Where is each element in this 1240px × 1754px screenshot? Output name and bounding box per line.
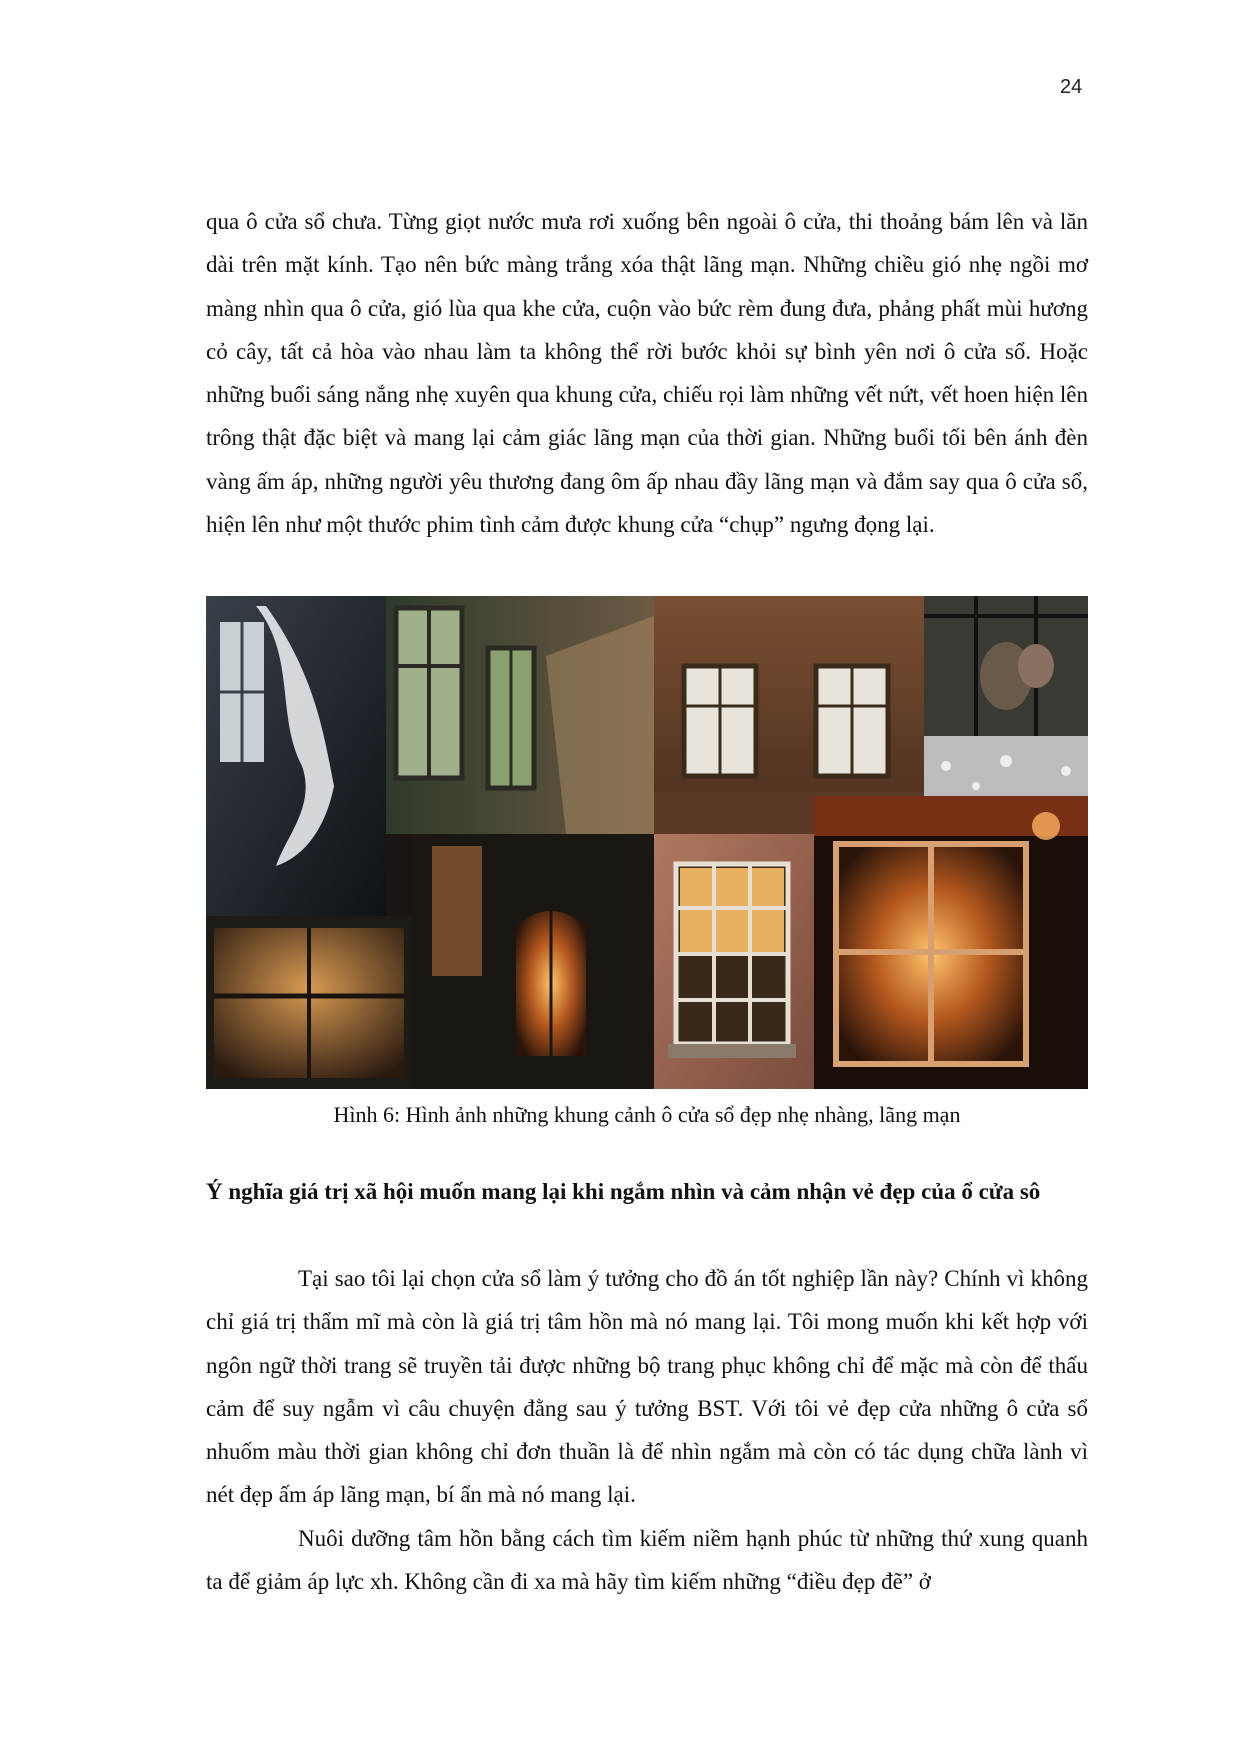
section-heading: Ý nghĩa giá trị xã hội muốn mang lại khi ngắm nhìn và cảm nhận vẻ đẹp của ổ cửa sô <box>206 1179 1041 1204</box>
couple-window-photo <box>924 596 1088 736</box>
cafe-window-night-photo <box>206 916 412 1089</box>
glowing-window-couple-photo <box>814 796 1088 1089</box>
paragraph-2: Tại sao tôi lại chọn cửa sổ làm ý tưởng cho đồ án tốt nghiệp lần này? Chính vì không chỉ giá trị thẩm mĩ mà còn là giá trị tâm hồn mà nó mang lại. Tôi mong muốn khi kết hợp với ngôn ngữ thời trang sẽ truyền tải được những bộ trang phục không chỉ để mặc mà còn để thấu cảm để suy ngẫm vì câu chuyện đằng sau ý tưởng BST. Với tôi vẻ đẹp cửa những ô cửa sổ nhuốm màu thời gian không chỉ đơn thuần là để nhìn ngắm mà còn có tác dụng chữa lành vì nét đẹp ấm áp lãng mạn, bí ẩn mà nó mang lại. <box>206 1266 1088 1508</box>
page-number: 24 <box>1060 76 1083 98</box>
figure-caption: Hình 6: Hình ảnh những khung cảnh ô cửa sổ đẹp nhẹ nhàng, lãng mạn <box>333 1102 961 1127</box>
sunlit-window-photo <box>386 596 654 834</box>
curtain-window-photo <box>206 596 386 916</box>
paragraph-1: qua ô cửa sổ chưa. Từng giọt nước mưa rơi xuống bên ngoài ô cửa, thi thoảng bám lên và lăn dài trên mặt kính. Tạo nên bức màng trắng xóa thật lãng mạn. Những chiều gió nhẹ ngồi mơ màng nhìn qua ô cửa, gió lùa qua khe cửa, cuộn vào bức rèm đung đưa, phảng phất mùi hương cỏ cây, tất cả hòa vào nhau làm ta không thể rời bước khỏi sự bình yên nơi ô cửa sổ. Hoặc những buổi sáng nắng nhẹ xuyên qua khung cửa, chiếu rọi làm những vết nứt, vết hoen hiện lên trông thật đặc biệt và mang lại cảm giác lãng mạn của thời gian. Những buổi tối bên ánh đèn vàng ấm áp, những người yêu thương đang ôm ấp nhau đầy lãng mạn và đắm say qua ô cửa sổ, hiện lên như một thước phim tình cảm được khung cửa “chụp” ngưng đọng lại. <box>206 209 1088 538</box>
weathered-window-photo <box>654 834 814 1089</box>
arched-window-photo <box>412 834 654 1089</box>
paragraph-3: Nuôi dưỡng tâm hồn bằng cách tìm kiếm niềm hạnh phúc từ những thứ xung quanh ta để giảm áp lực xh. Không cần đi xa mà hãy tìm kiếm những “điều đẹp đẽ” ở <box>206 1526 1088 1595</box>
window-photo-collage <box>206 596 1088 1089</box>
